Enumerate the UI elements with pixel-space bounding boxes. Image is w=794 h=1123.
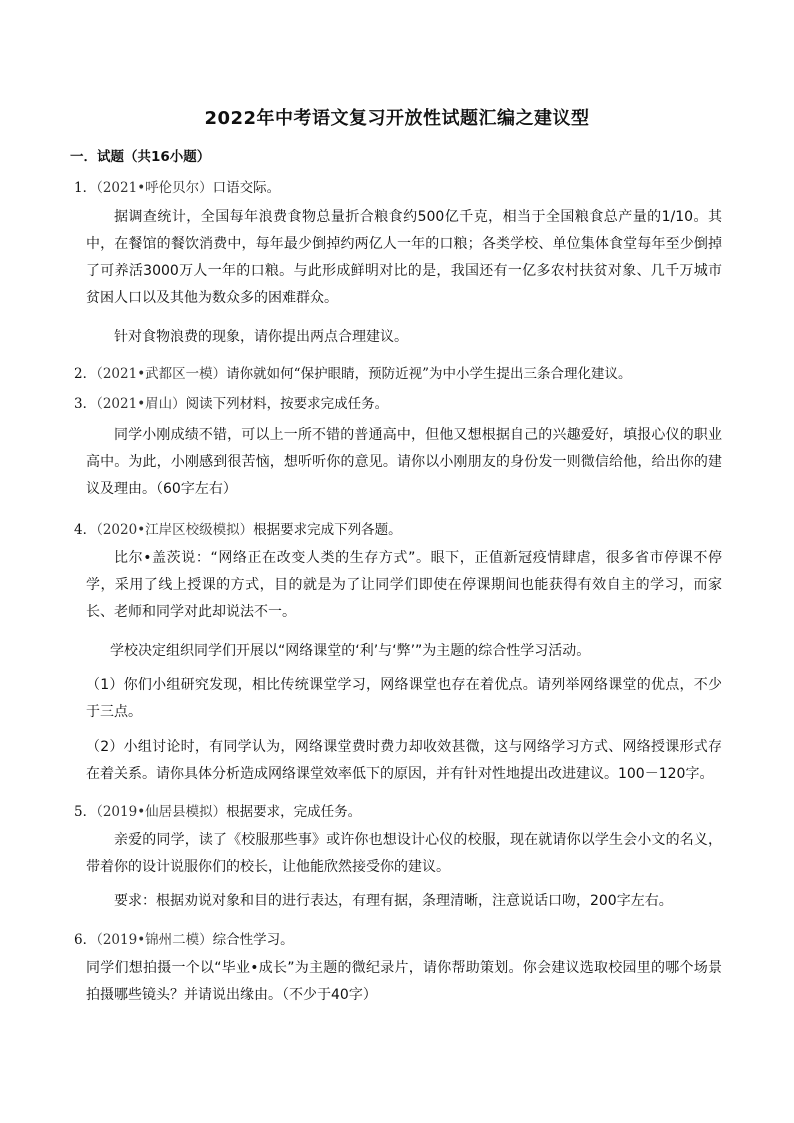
question-source: （2021•武都区一模）: [96, 366, 227, 382]
question-4-activity: 学校决定组织同学们开展以“网络课堂的‘利’与‘弊’”为主题的综合性学习活动。: [110, 643, 591, 659]
question-1-task: 针对食物浪费的现象，请你提出两点合理建议。: [114, 329, 408, 345]
question-6-task: 同学们想拍摄一个以“毕业•成长”为主题的微纪录片，请你帮助策划。你会建议选取校园里的哪个场景拍摄哪些镜头？并请说出缘由。（不少于40字）: [86, 960, 722, 1003]
question-5-requirements: 要求：根据劝说对象和目的进行表达，有理有据，条理清晰，注意说话口吻，200字左右。: [114, 893, 673, 909]
question-source: （2019•锦州二模）: [96, 932, 213, 948]
question-prompt: 根据要求，完成任务。: [226, 804, 362, 820]
question-number: 3．: [74, 396, 97, 412]
question-4-subquestion-2: （2）小组讨论时，有同学认为，网络课堂费时费力却收效甚微，这与网络学习方式、网络授课形式存在着关系。请你具体分析造成网络课堂效率低下的原因，并有针对性地提出改进建议。100－120字。: [86, 739, 722, 782]
question-source: （2020•江岸区校级模拟）: [96, 522, 254, 538]
question-source: （2019•仙居县模拟）: [96, 804, 227, 820]
question-1-material: 据调查统计，全国每年浪费食物总量折合粮食约500亿千克，相当于全国粮食总产量的1/10。其中，在餐馆的餐饮消费中，每年最少倒掉约两亿人一年的口粮；各类学校、单位集体食堂每年至少倒掉了可养活3000万人一年的口粮。与此形成鲜明对比的是，我国还有一亿多农村扶贫对象、几千万城市贫困人口以及其他为数众多的困难群众。: [86, 209, 722, 306]
question-prompt: 请你就如何“保护眼睛，预防近视”为中小学生提出三条合理化建议。: [226, 366, 632, 382]
question-1-header: [74, 176, 280, 196]
question-4-material: 比尔•盖茨说：“网络正在改变人类的生存方式”。眼下，正值新冠疫情肆虐，很多省市停课不停学，采用了线上授课的方式，目的就是为了让同学们即使在停课期间也能获得有效自主的学习，而家长、老师和同学对此却说法不一。: [86, 550, 722, 620]
question-2-header: [74, 362, 631, 382]
question-4-subquestion-1: （1）你们小组研究发现，相比传统课堂学习，网络课堂也存在着优点。请列举网络课堂的优点，不少于三点。: [86, 677, 722, 720]
question-5-header: [74, 800, 361, 820]
question-5-material: 亲爱的同学，读了《校服那些事》或许你也想设计心仪的校服，现在就请你以学生会小文的名义，带着你的设计说服你们的校长，让他能欣然接受你的建议。: [86, 832, 722, 875]
question-6-header: [74, 928, 294, 948]
question-source: （2021•呼伦贝尔）: [96, 180, 213, 196]
question-number: 6．: [74, 932, 97, 948]
section-heading: 一．试题（共16小题）: [70, 149, 211, 165]
question-3-material: 同学小刚成绩不错，可以上一所不错的普通高中，但他又想根据自己的兴趣爱好，填报心仪的职业高中。为此，小刚感到很苦恼，想听听你的意见。请你以小刚朋友的身份发一则微信给他，给出你的建议及理由。（60字左右）: [86, 427, 722, 497]
question-3-header: [74, 392, 388, 412]
question-prompt: 根据要求完成下列各题。: [253, 522, 402, 538]
page-title: 2022年中考语文复习开放性试题汇编之建议型: [204, 108, 590, 129]
question-number: 4．: [74, 522, 97, 538]
question-prompt: 阅读下列材料，按要求完成任务。: [185, 396, 389, 412]
question-prompt: 口语交际。: [212, 180, 281, 196]
question-number: 1．: [74, 180, 97, 196]
question-4-header: [74, 518, 402, 538]
question-prompt: 综合性学习。: [212, 932, 294, 948]
question-number: 2．: [74, 366, 97, 382]
question-number: 5．: [74, 804, 97, 820]
question-source: （2021•眉山）: [96, 396, 186, 412]
